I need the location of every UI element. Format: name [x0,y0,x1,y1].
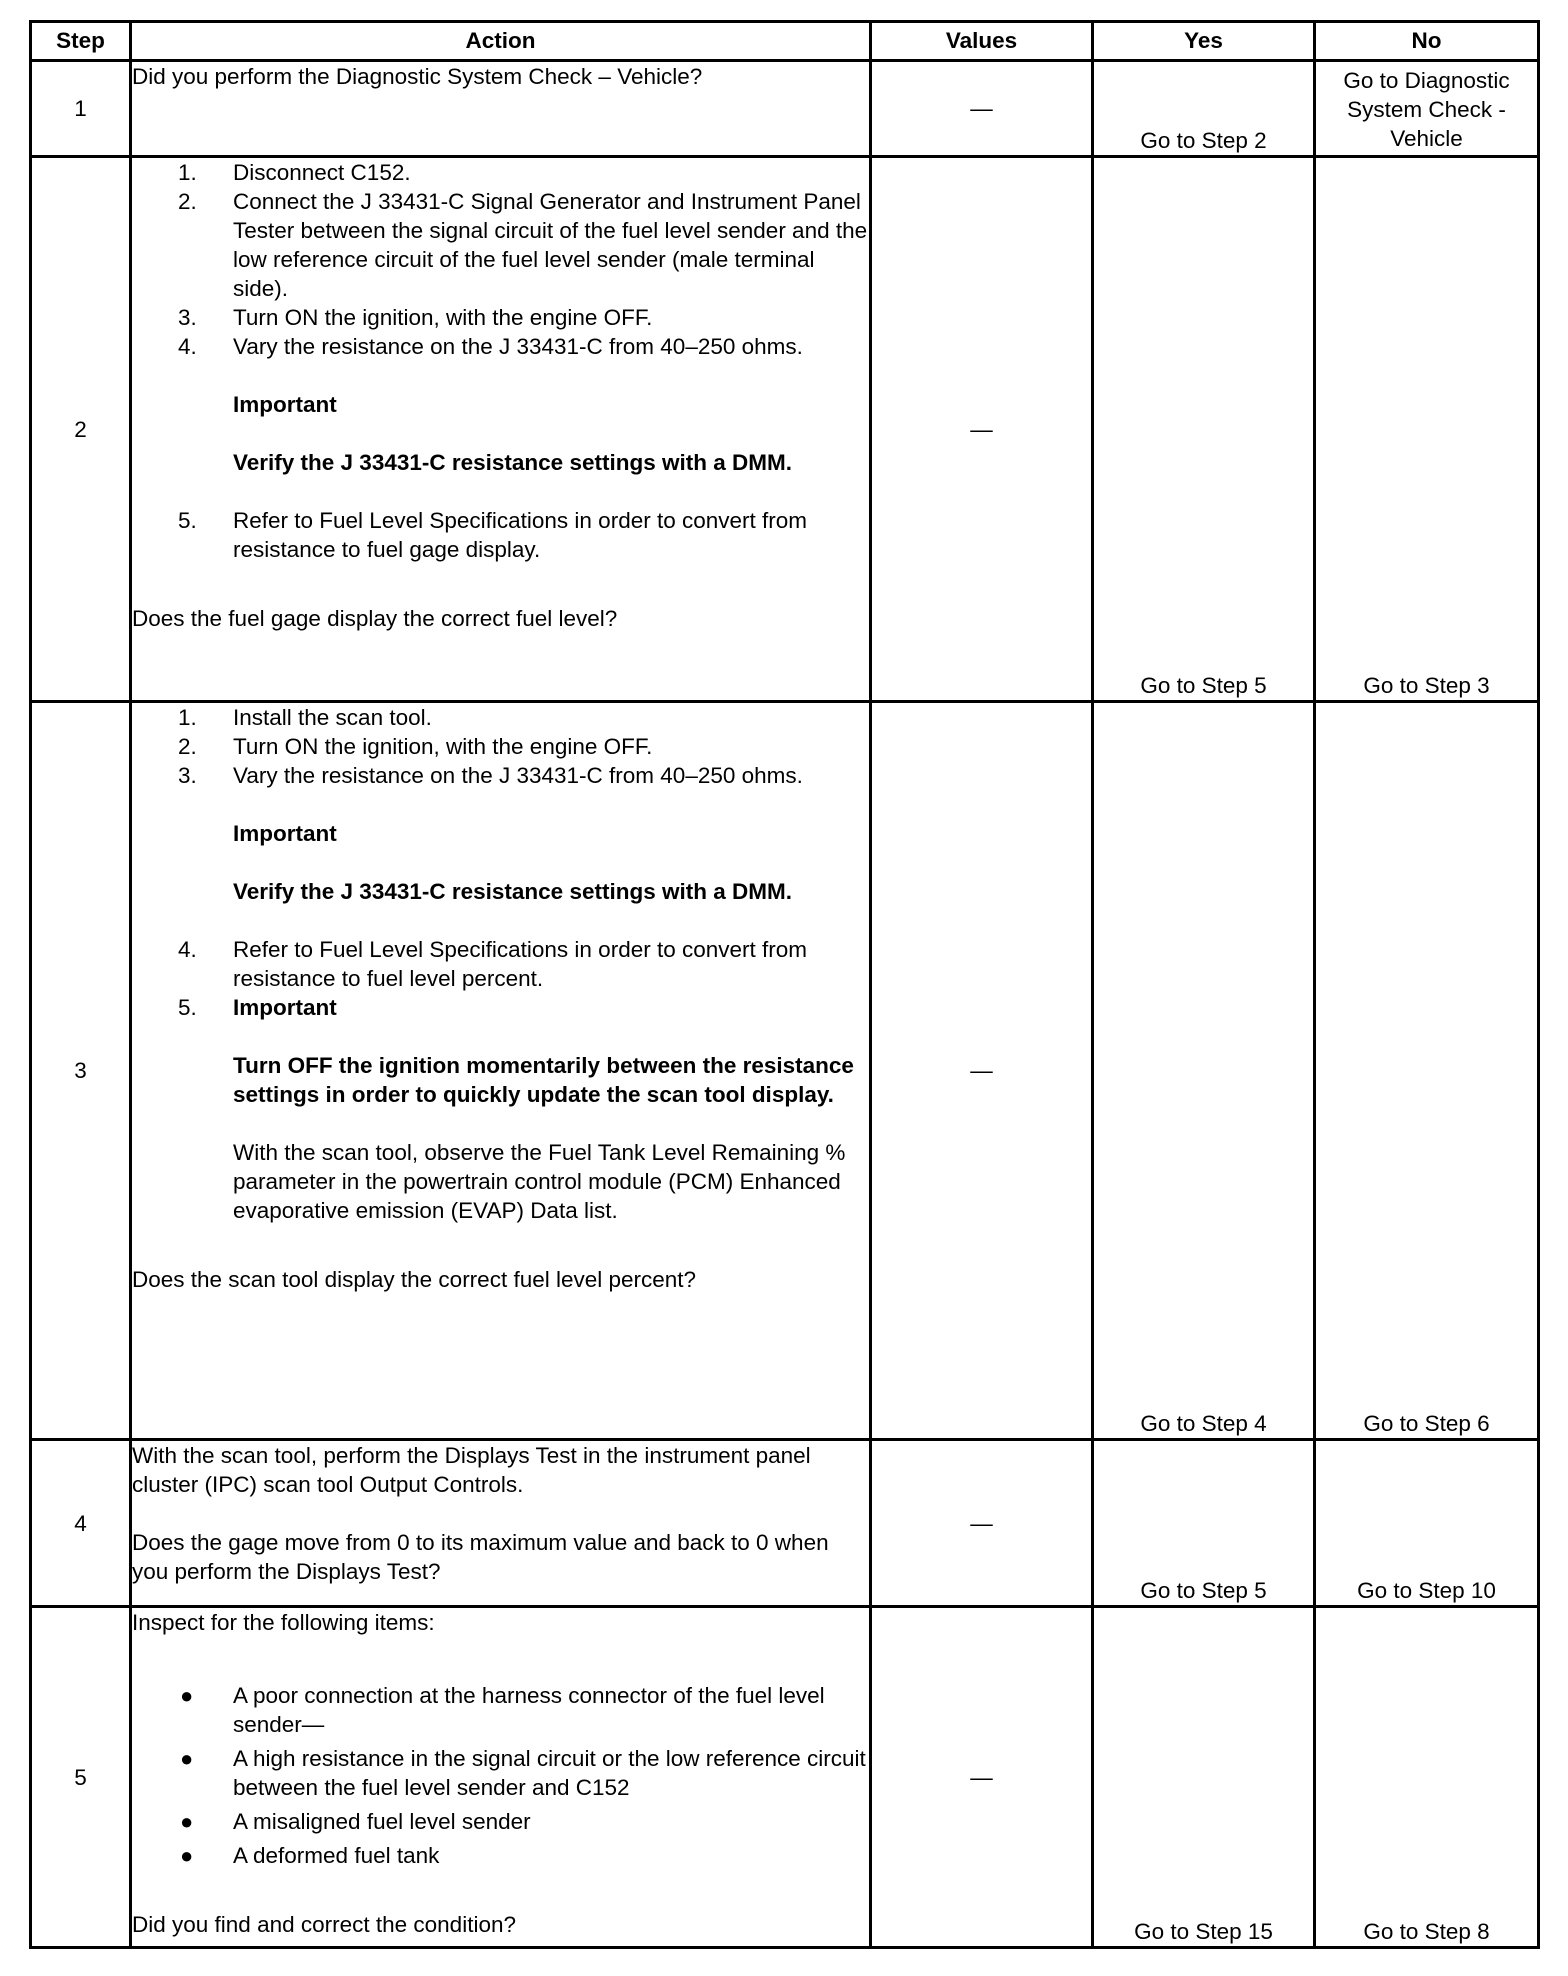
values-cell: — [871,1440,1093,1607]
values-cell: — [871,61,1093,157]
action-question: Does the scan tool display the correct fuel level percent? [132,1267,697,1292]
action-question: Did you perform the Diagnostic System Check – Vehicle? [132,64,703,89]
values-cell: — [871,157,1093,702]
yes-cell: Go to Step 5 [1093,1440,1315,1607]
action-steps-list [132,158,869,361]
list-item: 1. Disconnect C152. [178,160,411,185]
step-number: 2 [31,157,131,702]
bullet-list [132,1681,869,1870]
action-cell [131,702,871,1440]
list-item: 3. Vary the resistance on the J 33431-C from 40–250 ohms. [178,763,803,788]
step-number: 3 [31,702,131,1440]
header-row [31,22,1539,61]
list-item: 2. Turn ON the ignition, with the engine OFF. [178,734,653,759]
action-cell [131,61,871,157]
values-cell: — [871,702,1093,1440]
header-values: Values [871,22,1093,61]
table-row-step-3 [31,702,1539,1440]
header-step: Step [31,22,131,61]
instruction-text: Inspect for the following items: [132,1610,435,1635]
header-yes: Yes [1093,22,1315,61]
list-item: ● A misaligned fuel level sender [180,1809,531,1834]
step-number: 5 [31,1607,131,1948]
important-title: Important [233,821,337,846]
yes-cell: Go to Step 15 [1093,1607,1315,1948]
important-note: Verify the J 33431-C resistance settings with a DMM. [233,879,792,904]
table-row-step-1 [31,61,1539,157]
yes-cell: Go to Step 4 [1093,702,1315,1440]
diagnostic-table [29,20,1540,1949]
step-number: 1 [31,61,131,157]
no-cell: Go to Step 3 [1315,157,1539,702]
action-steps-list [132,703,869,790]
list-item: ● A deformed fuel tank [180,1843,440,1868]
action-question: Did you find and correct the condition? [132,1912,516,1937]
action-cell [131,157,871,702]
table-row-step-5 [31,1607,1539,1948]
list-item: ● A poor connection at the harness connector of the fuel level sender— [180,1683,825,1737]
list-item: 4. Refer to Fuel Level Specifications in order to convert from resistance to fuel level percent. [178,937,808,991]
list-item: 2. Connect the J 33431-C Signal Generator and Instrument Panel Tester between the signal circuit of the fuel level sender and the low reference circuit of the fuel level sender (male terminal side). [178,189,868,301]
no-cell: Go to Diagnostic System Check - Vehicle [1315,61,1539,157]
list-item: 5. Refer to Fuel Level Specifications in order to convert from resistance to fuel gage display. [178,508,808,562]
values-cell: — [871,1607,1093,1948]
important-note: Turn OFF the ignition momentarily between the resistance settings in order to quickly update the scan tool display. [233,1053,854,1107]
list-item: 3. Turn ON the ignition, with the engine OFF. [178,305,653,330]
header-no: No [1315,22,1539,61]
no-cell: Go to Step 6 [1315,702,1539,1440]
action-cell [131,1607,871,1948]
step-number: 4 [31,1440,131,1607]
instruction-text: With the scan tool, observe the Fuel Tank Level Remaining % parameter in the powertrain control module (PCM) Enhanced evaporative emission (EVAP) Data list. [233,1140,846,1223]
list-item: 5. Important [178,995,337,1020]
list-item: 4. Vary the resistance on the J 33431-C from 40–250 ohms. [178,334,803,359]
important-note: Verify the J 33431-C resistance settings with a DMM. [233,450,792,475]
no-cell: Go to Step 8 [1315,1607,1539,1948]
action-question: Does the gage move from 0 to its maximum value and back to 0 when you perform the Displays Test? [132,1530,829,1584]
action-cell [131,1440,871,1607]
yes-cell: Go to Step 5 [1093,157,1315,702]
table-row-step-4 [31,1440,1539,1607]
no-cell: Go to Step 10 [1315,1440,1539,1607]
important-title: Important [233,392,337,417]
table-row-step-2 [31,157,1539,702]
yes-cell: Go to Step 2 [1093,61,1315,157]
instruction-text: With the scan tool, perform the Displays Test in the instrument panel cluster (IPC) scan tool Output Controls. [132,1443,811,1497]
action-steps-list [132,506,869,564]
action-steps-list [132,935,869,1022]
list-item: 1. Install the scan tool. [178,705,432,730]
action-question: Does the fuel gage display the correct fuel level? [132,606,618,631]
list-item: ● A high resistance in the signal circuit or the low reference circuit between the fuel level sender and C152 [180,1746,866,1800]
header-action: Action [131,22,871,61]
